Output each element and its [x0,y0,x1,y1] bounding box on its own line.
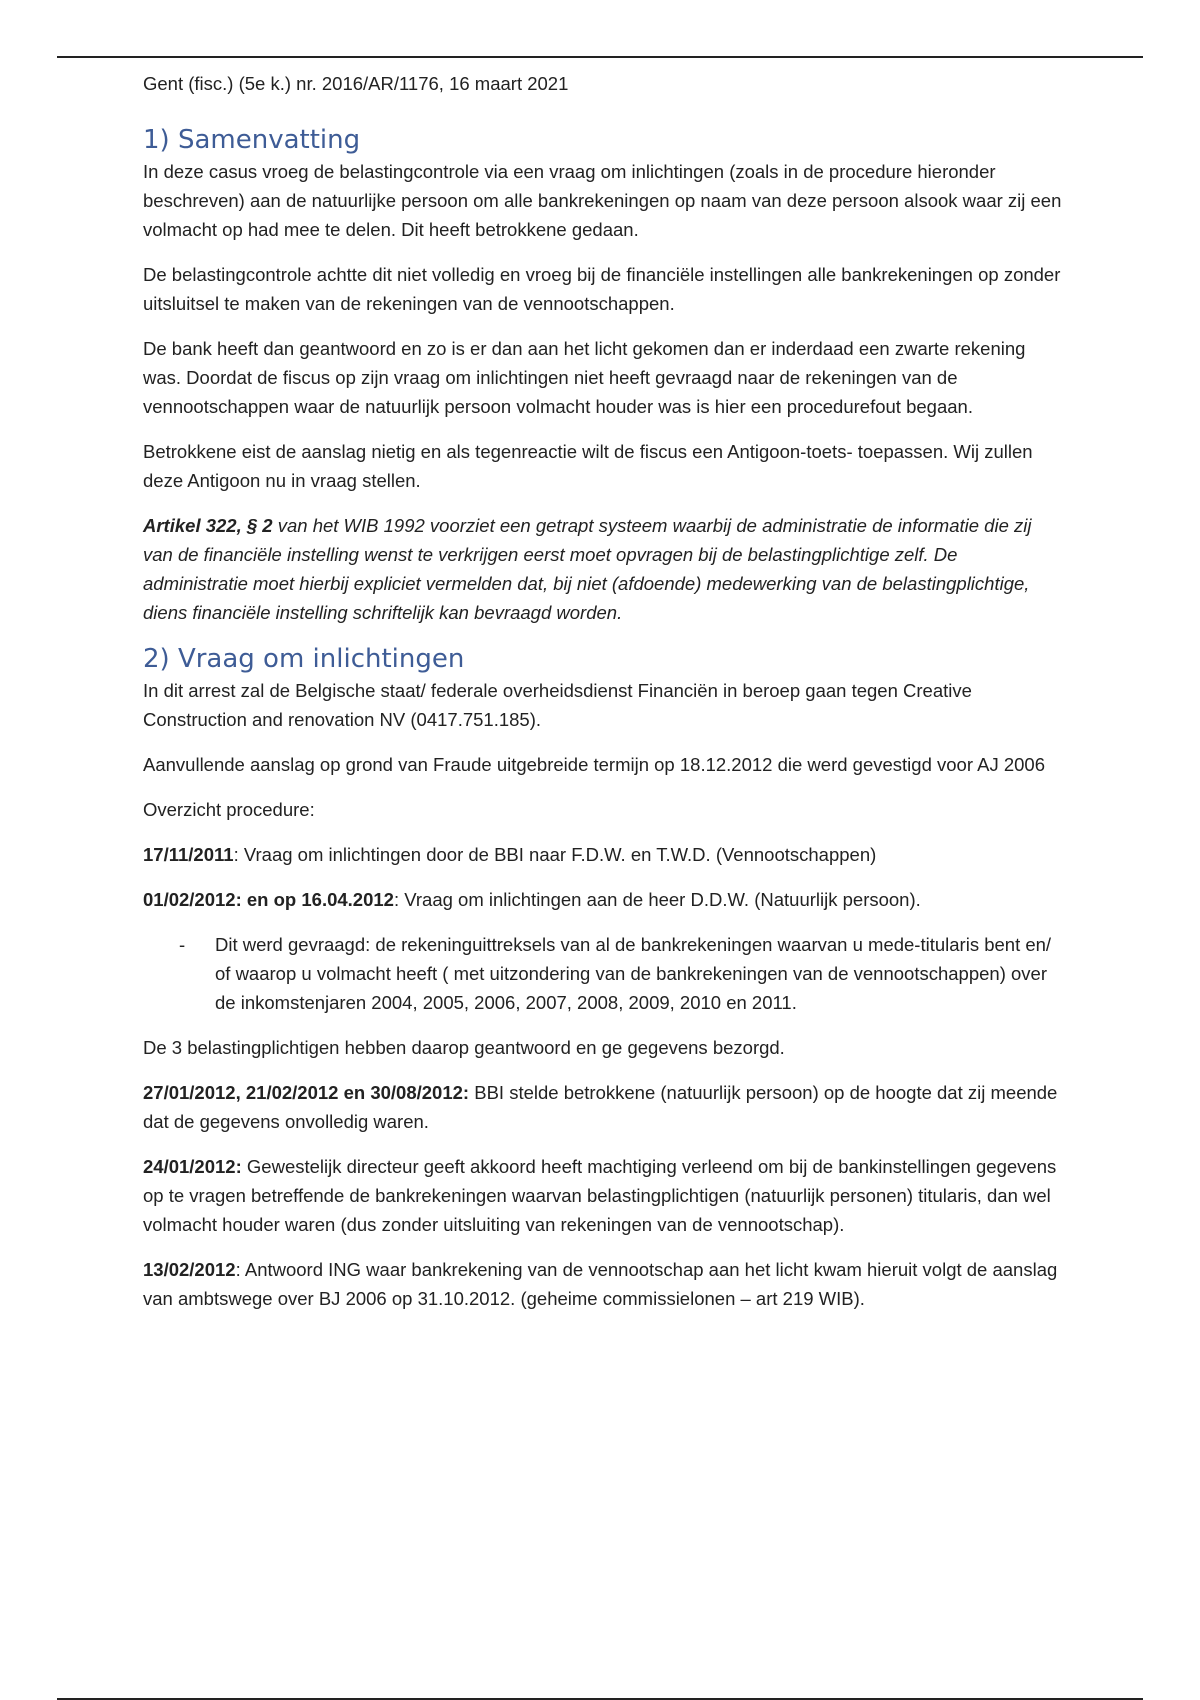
procedure-text: BBI stelde betrokkene (natuurlijk persoon) op de hoogte dat zij meende dat de gegevens onvolledig waren. [143,1082,1058,1132]
procedure-text: : Antwoord ING waar bankrekening van de vennootschap aan het licht kwam hieruit volgt de aanslag van ambtswege over BJ 2006 op 31.10.2012. (geheime commissielonen – art 219 WIB). [143,1259,1058,1309]
article-reference: Artikel 322, § 2 [143,515,273,536]
procedure-text: : Vraag om inlichtingen door de BBI naar F.D.W. en T.W.D. (Vennootschappen) [233,844,877,865]
top-rule [57,56,1143,58]
procedure-date: 17/11/2011 [143,844,234,865]
paragraph: Aanvullende aanslag op grond van Fraude uitgebreide termijn op 18.12.2012 die werd gevestigd voor AJ 2006 [143,754,1045,775]
procedure-entry [143,1078,1063,1136]
procedure-entry [143,885,1063,914]
procedure-entry [143,1152,1063,1239]
paragraph: De bank heeft dan geantwoord en zo is er dan aan het licht gekomen dan er inderdaad een zwarte rekening was. Doordat de fiscus op zijn vraag om inlichtingen niet heeft gevraagd naar de rekeningen van de vennootschappen waar de natuurlijk persoon volmacht houder was is hier een procedurefout begaan. [143,338,1026,417]
paragraph-artikel-322 [143,511,1063,627]
paragraph: De belastingcontrole achtte dit niet volledig en vroeg bij de financiële instellingen alle bankrekeningen op zonder uitsluitsel te maken van de rekeningen van de vennootschappen. [143,264,1061,314]
procedure-entry [143,840,1063,869]
heading-samenvatting: 1) Samenvatting [143,125,361,155]
procedure-text: Gewestelijk directeur geeft akkoord heeft machtiging verleend om bij de bankinstellingen gegevens op te vragen betreffende de bankrekeningen waarvan belastingplichtigen (natuurlijk personen) titularis, dan wel volmacht houder waren (dus zonder uitsluiting van rekeningen van de vennootschap). [143,1156,1057,1235]
list-item-text: Dit werd gevraagd: de rekeninguittreksels van al de bankrekeningen waarvan u mede-titularis bent en/ of waarop u volmacht heeft ( met uitzondering van de bankrekeningen van de vennootschappen) over de inkomstenjaren 2004, 2005, 2006, 2007, 2008, 2009, 2010 en 2011. [215,934,1052,1013]
bullet-dash: - [179,934,186,955]
procedure-date: 01/02/2012: en op 16.04.2012 [143,889,394,910]
paragraph: De 3 belastingplichtigen hebben daarop geantwoord en ge gegevens bezorgd. [143,1037,785,1058]
procedure-entry [143,1255,1063,1313]
heading-vraag-om-inlichtingen: 2) Vraag om inlichtingen [143,644,465,674]
list-item [143,930,1063,1017]
paragraph: In dit arrest zal de Belgische staat/ federale overheidsdienst Financiën in beroep gaan tegen Creative Construction and renovation NV (0417.751.185). [143,680,972,730]
case-reference: Gent (fisc.) (5e k.) nr. 2016/AR/1176, 16 maart 2021 [143,73,569,94]
document-page [143,70,1063,1329]
paragraph: Betrokkene eist de aanslag nietig en als tegenreactie wilt de fiscus een Antigoon-toets- toepassen. Wij zullen deze Antigoon nu in vraag stellen. [143,441,1033,491]
procedure-text: : Vraag om inlichtingen aan de heer D.D.W. (Natuurlijk persoon). [393,889,921,910]
procedure-date: 13/02/2012 [143,1259,236,1280]
procedure-date: 24/01/2012: [143,1156,242,1177]
paragraph: Overzicht procedure: [143,799,315,820]
article-text: van het WIB 1992 voorziet een getrapt systeem waarbij de administratie de informatie die zij van de financiële instelling wenst te verkrijgen eerst moet opvragen bij de belastingplichtige zelf. De administratie moet hierbij expliciet vermelden dat, bij niet (afdoende) medewerking van de belastingplichtige, diens financiële instelling schriftelijk kan bevraagd worden. [143,515,1032,623]
paragraph: In deze casus vroeg de belastingcontrole via een vraag om inlichtingen (zoals in de procedure hieronder beschreven) aan de natuurlijke persoon om alle bankrekeningen op naam van deze persoon alsook waar zij een volmacht op had mee te delen. Dit heeft betrokkene gedaan. [143,161,1062,240]
procedure-date: 27/01/2012, 21/02/2012 en 30/08/2012: [143,1082,470,1103]
